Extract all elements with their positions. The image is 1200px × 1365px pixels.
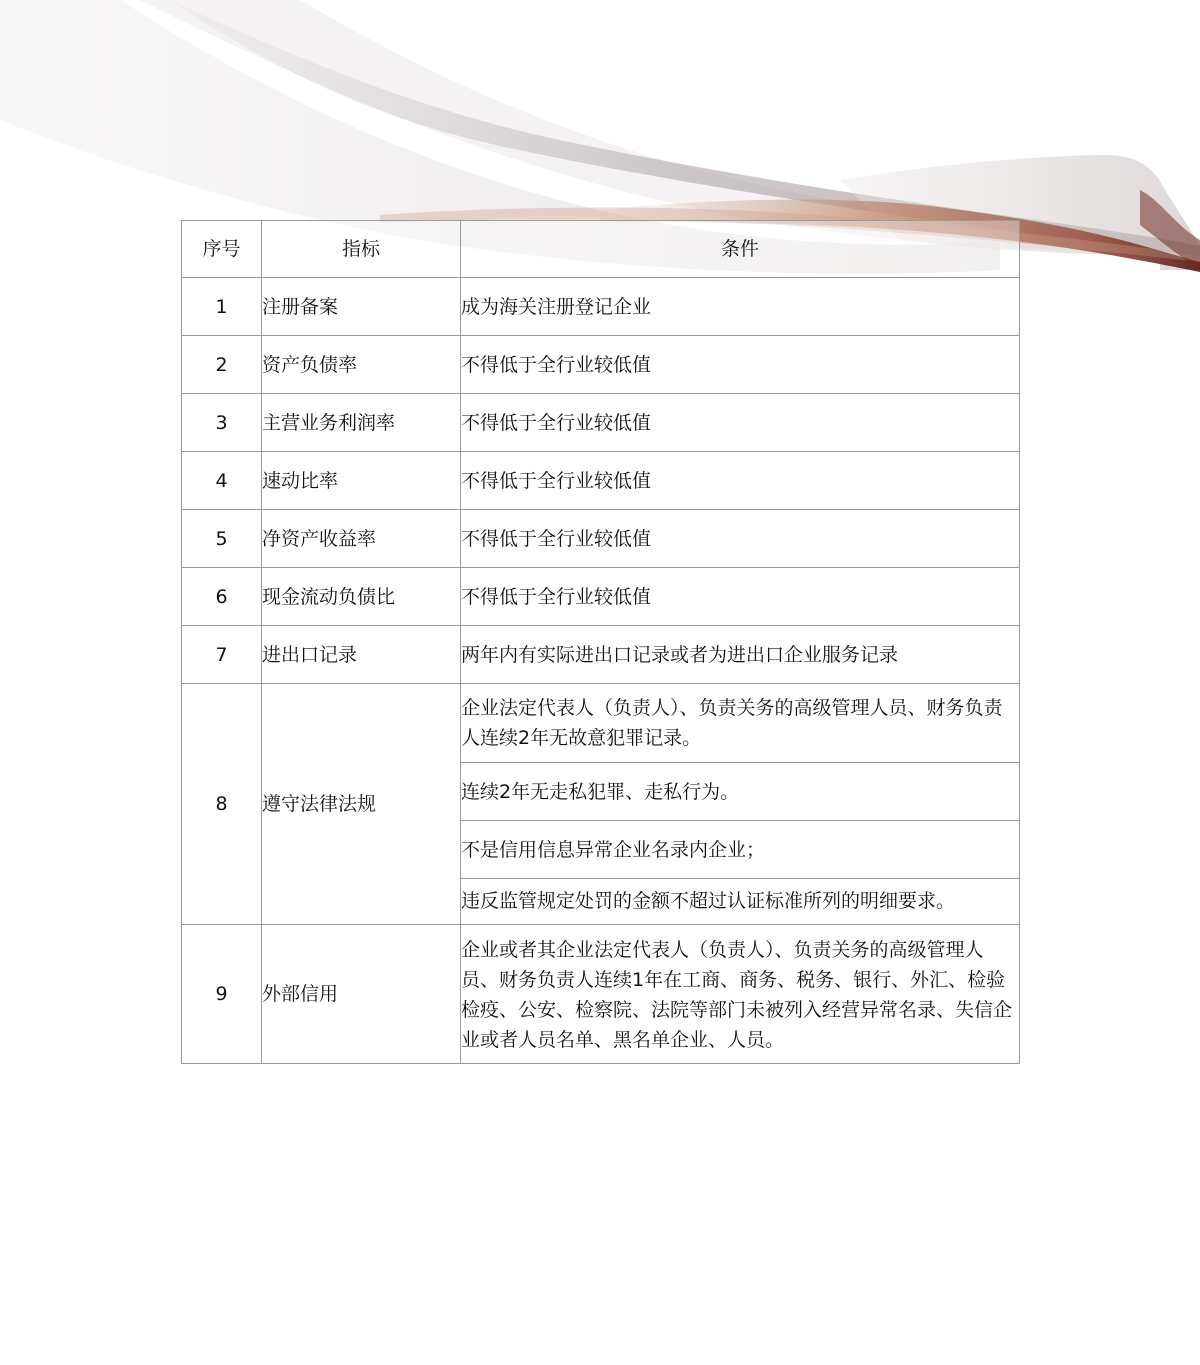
row-condition: 两年内有实际进出口记录或者为进出口企业服务记录 <box>461 626 1020 684</box>
row-condition: 企业法定代表人（负责人）、负责关务的高级管理人员、财务负责人连续2年无故意犯罪记录。 <box>461 684 1020 763</box>
row-condition: 不得低于全行业较低值 <box>461 510 1020 568</box>
row-condition: 不得低于全行业较低值 <box>461 394 1020 452</box>
header-indicator: 指标 <box>262 221 461 278</box>
requirements-table-container <box>181 220 1019 1064</box>
table-header-row <box>182 221 1020 278</box>
table-row <box>182 568 1020 626</box>
row-condition: 不得低于全行业较低值 <box>461 452 1020 510</box>
row-indicator: 注册备案 <box>262 278 461 336</box>
row-indicator: 进出口记录 <box>262 626 461 684</box>
row-indicator: 主营业务利润率 <box>262 394 461 452</box>
row-indicator: 速动比率 <box>262 452 461 510</box>
row-number: 6 <box>182 568 262 626</box>
row-condition: 不得低于全行业较低值 <box>461 336 1020 394</box>
row-number: 5 <box>182 510 262 568</box>
row-number: 1 <box>182 278 262 336</box>
row-condition: 违反监管规定处罚的金额不超过认证标准所列的明细要求。 <box>461 879 1020 925</box>
row-indicator: 现金流动负债比 <box>262 568 461 626</box>
row-number: 7 <box>182 626 262 684</box>
row-condition: 不得低于全行业较低值 <box>461 568 1020 626</box>
table-row <box>182 925 1020 1064</box>
row-condition: 不是信用信息异常企业名录内企业； <box>461 821 1020 879</box>
row-indicator: 遵守法律法规 <box>262 684 461 925</box>
row-indicator: 资产负债率 <box>262 336 461 394</box>
table-row <box>182 684 1020 763</box>
header-no: 序号 <box>182 221 262 278</box>
table-row <box>182 336 1020 394</box>
row-number: 2 <box>182 336 262 394</box>
row-number: 9 <box>182 925 262 1064</box>
row-indicator: 外部信用 <box>262 925 461 1064</box>
row-indicator: 净资产收益率 <box>262 510 461 568</box>
row-condition: 连续2年无走私犯罪、走私行为。 <box>461 763 1020 821</box>
row-number: 8 <box>182 684 262 925</box>
table-row <box>182 626 1020 684</box>
requirements-table <box>181 220 1020 1064</box>
table-row <box>182 278 1020 336</box>
table-row <box>182 394 1020 452</box>
header-condition: 条件 <box>461 221 1020 278</box>
row-condition: 企业或者其企业法定代表人（负责人）、负责关务的高级管理人员、财务负责人连续1年在工商、商务、税务、银行、外汇、检验检疫、公安、检察院、法院等部门未被列入经营异常名录、失信企业或者人员名单、黑名单企业、人员。 <box>461 925 1020 1064</box>
row-condition: 成为海关注册登记企业 <box>461 278 1020 336</box>
table-row <box>182 510 1020 568</box>
table-row <box>182 452 1020 510</box>
row-number: 4 <box>182 452 262 510</box>
row-number: 3 <box>182 394 262 452</box>
